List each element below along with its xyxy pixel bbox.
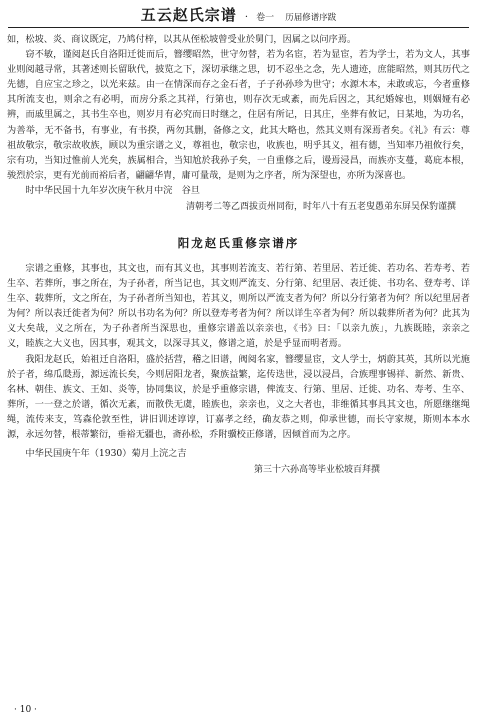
header-volume: 卷一 [256,13,275,23]
preface1-paragraph-2: 窃不敏，谨阅赵氏自洛阳迁徙而后，簪缨昭然，世守勿替，若为名宦，若为显宦，若为学士，若为文人，其事业则阅越寻常，其著述则长留耿代，披览之下，深切承继之思，切不忍坐之念，先人遗迹，庶能昭然，则其历代之先德，自应宝之珍之，以光来兹。由一在情深而存之金石者，子子孙孙珍为世守；水源木本，未敢或忘，今者重修其所流支也，则余之有必明，而房分系之其祥，行第也，则存次无或紊，而先后因之，其纪婚嫁也，则姻娅有必辨，而戚里属之，其书生卒也，则岁月有必究而日时继之，住居有所记，日其庄，坐葬有攸记，日某地，为功名，为善举，无不备书，有事业，有书揆，两勿其删，备修之文，此其大略也，然其义则有深焉者矣。《礼》有云：尊祖故敬宗，敬宗故收族，顾以为重宗谱之义，尊祖也，敬宗也，收族也，明乎其义，祖有德，当知率乃祖攸行矣，宗有功，当知过惟前人光矣，族属相合，当知尬於我孙子矣，一自重修之后，谩焉浸昌，而族亦支蔓，葛庇本根，骏烈於宗，更有光前而裕后者，翩翩华胄，庸可量哉，是则为之序者，所为深望也，亦所为深喜也。 [7,49,470,181]
preface1-signature: 清朝考二等乙酉拔贡州同衔，时年八十有五老叟愚弟东屏吴保豹谨撰 [185,201,456,212]
preface1-paragraph-1: 如，松坡、炎、商议既定，乃鸠付梓，以其从侄松坡曾受业於舅门，因属之以问序焉。 [7,34,357,45]
preface2-paragraph-1: 宗谱之重修，其事也，其文也，而有其义也，其事则若流支、若行第、若里居、若迁徙、若功名、若寿考、若生卒、若葬所，事之所在，为子孙者，所当记也，其文则严流支、分行第、纪里居、表迁徙、书功名、登寿考、详生卒、载葬所，文之所在，为子孙者所当知也，若其义，则所以严流支者为何？所以分行第者为何？所以纪里居者为何？所以表迁徙者为何？所以书功名为何？所以登寿考者为何？所以详生卒者为何？所以载葬所者为何？此其为义大矣哉，义之所在，为子孙者所当深思也，重修宗谱盖以亲亲也，《书》曰：「以亲九族」，九族既睦，亲亲之义，睦族之大义也，因其事，观其文，以深寻其义，修谱之道，於是乎显而明者焉。 [7,262,470,350]
preface1-date-line: 时中华民国十九年岁次庚午秋月中浣 谷旦 [25,184,200,196]
preface2-signature: 第三十六孙高等毕业松坡百拜撰 [253,465,380,476]
header-title: 五云赵氏宗谱 [140,6,237,24]
preface2-paragraph-2: 我阳龙赵氏，始祖迁自洛阳，盛於括营，稽之旧谱，阀阅名家，簪缨显宦，文人学士，炳蔚其英，其所以光施於子者，绵瓜瓞焉，源远流长矣，今则居阳龙者，聚族益繁，迄传迭世，浸以浸昌，合族理事锡祥、新然、新贵、名林、朝佳、族文、王如、炎等，协同集议，於是乎重修宗谱，俾流支、行第、里居、迁徙、功名、寿考、生卒、葬所，一一登之於谱，循次无紊，而散佚无虞，睦族也，亲亲也，义之大者也，非维循其事具其文也，所愿继继绳绳，流传来支，笃森伦敦至性，讲旧训述谆谆，订嘉孝之经，确友恭之则，仰承世德，而长守家规，斯则本本水源，永远勿替，根蒂繁衍，垂裕无疆也，斋孙松，乔附骥校正修谱，因倾首而为之序。 [7,353,470,440]
header-section: 历届修谱序跋 [285,13,337,23]
preface2-title: 阳龙赵氏重修宗谱序 [177,235,300,250]
preface2-date-line: 中华民国庚午年（1930）菊月上浣之吉 [25,448,187,460]
page-number: · 10 · [14,705,37,715]
running-header [8,4,469,28]
header-separator: · [244,12,249,23]
body-text [7,32,470,478]
